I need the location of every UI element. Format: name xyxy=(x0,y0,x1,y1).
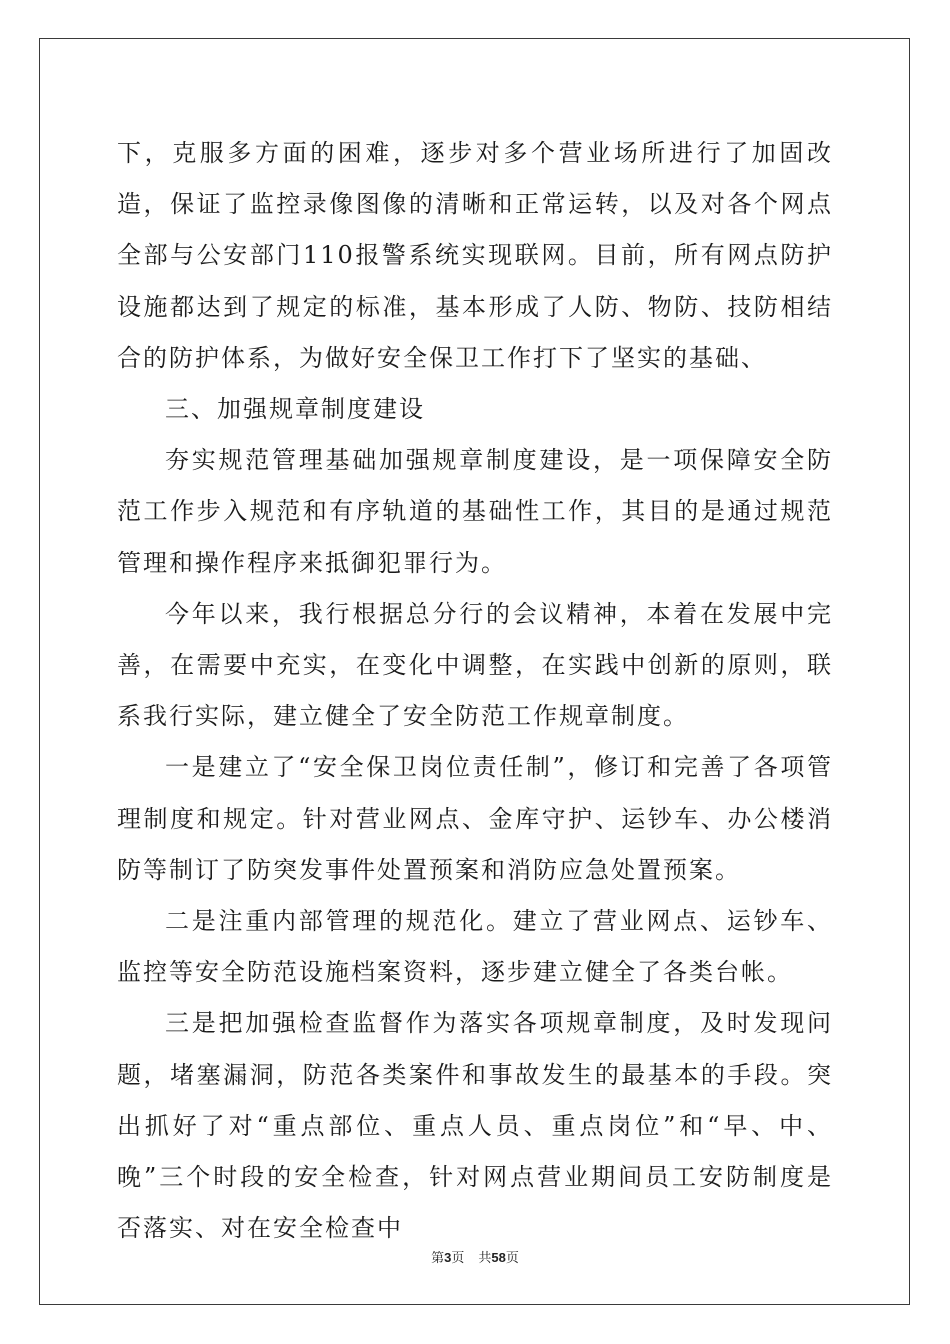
page-footer xyxy=(0,1247,950,1266)
section-heading: 三、加强规章制度建设 xyxy=(165,395,425,424)
page-prefix: 第 xyxy=(431,1251,445,1266)
page-number: 3 xyxy=(444,1250,452,1265)
paragraph-continuation: 下，克服多方面的困难，逐步对多个营业场所进行了加固改造，保证了监控录像图像的清晰和正常运转，以及对各个网点全部与公安部门110报警系统实现联网。目前，所有网点防护设施都达到了规定的标准，基本形成了人防、物防、技防相结合的防护体系，为做好安全保卫工作打下了坚实的基础、 xyxy=(117,139,833,372)
total-suffix: 页 xyxy=(505,1251,519,1266)
paragraph: 一是建立了“安全保卫岗位责任制”，修订和完善了各项管理制度和规定。针对营业网点、金库守护、运钞车、办公楼消防等制订了防突发事件处置预案和消防应急处置预案。 xyxy=(117,753,833,884)
total-pages: 58 xyxy=(491,1250,506,1265)
paragraph: 夯实规范管理基础加强规章制度建设，是一项保障安全防范工作步入规范和有序轨道的基础性工作，其目的是通过规范管理和操作程序来抵御犯罪行为。 xyxy=(117,446,833,577)
page-suffix: 页 xyxy=(451,1251,465,1266)
total-prefix: 共 xyxy=(478,1251,492,1266)
paragraph: 今年以来，我行根据总分行的会议精神，本着在发展中完善，在需要中充实，在变化中调整，在实践中创新的原则，联系我行实际，建立健全了安全防范工作规章制度。 xyxy=(117,599,833,731)
document-body xyxy=(117,128,833,1254)
paragraph: 二是注重内部管理的规范化。建立了营业网点、运钞车、监控等安全防范设施档案资料，逐步建立健全了各类台帐。 xyxy=(117,907,833,987)
paragraph: 三是把加强检查监督作为落实各项规章制度，及时发现问题，堵塞漏洞，防范各类案件和事故发生的最基本的手段。突出抓好了对“重点部位、重点人员、重点岗位”和“早、中、晚”三个时段的安全检查，针对网点营业期间员工安防制度是否落实、对在安全检查中 xyxy=(117,1009,833,1243)
